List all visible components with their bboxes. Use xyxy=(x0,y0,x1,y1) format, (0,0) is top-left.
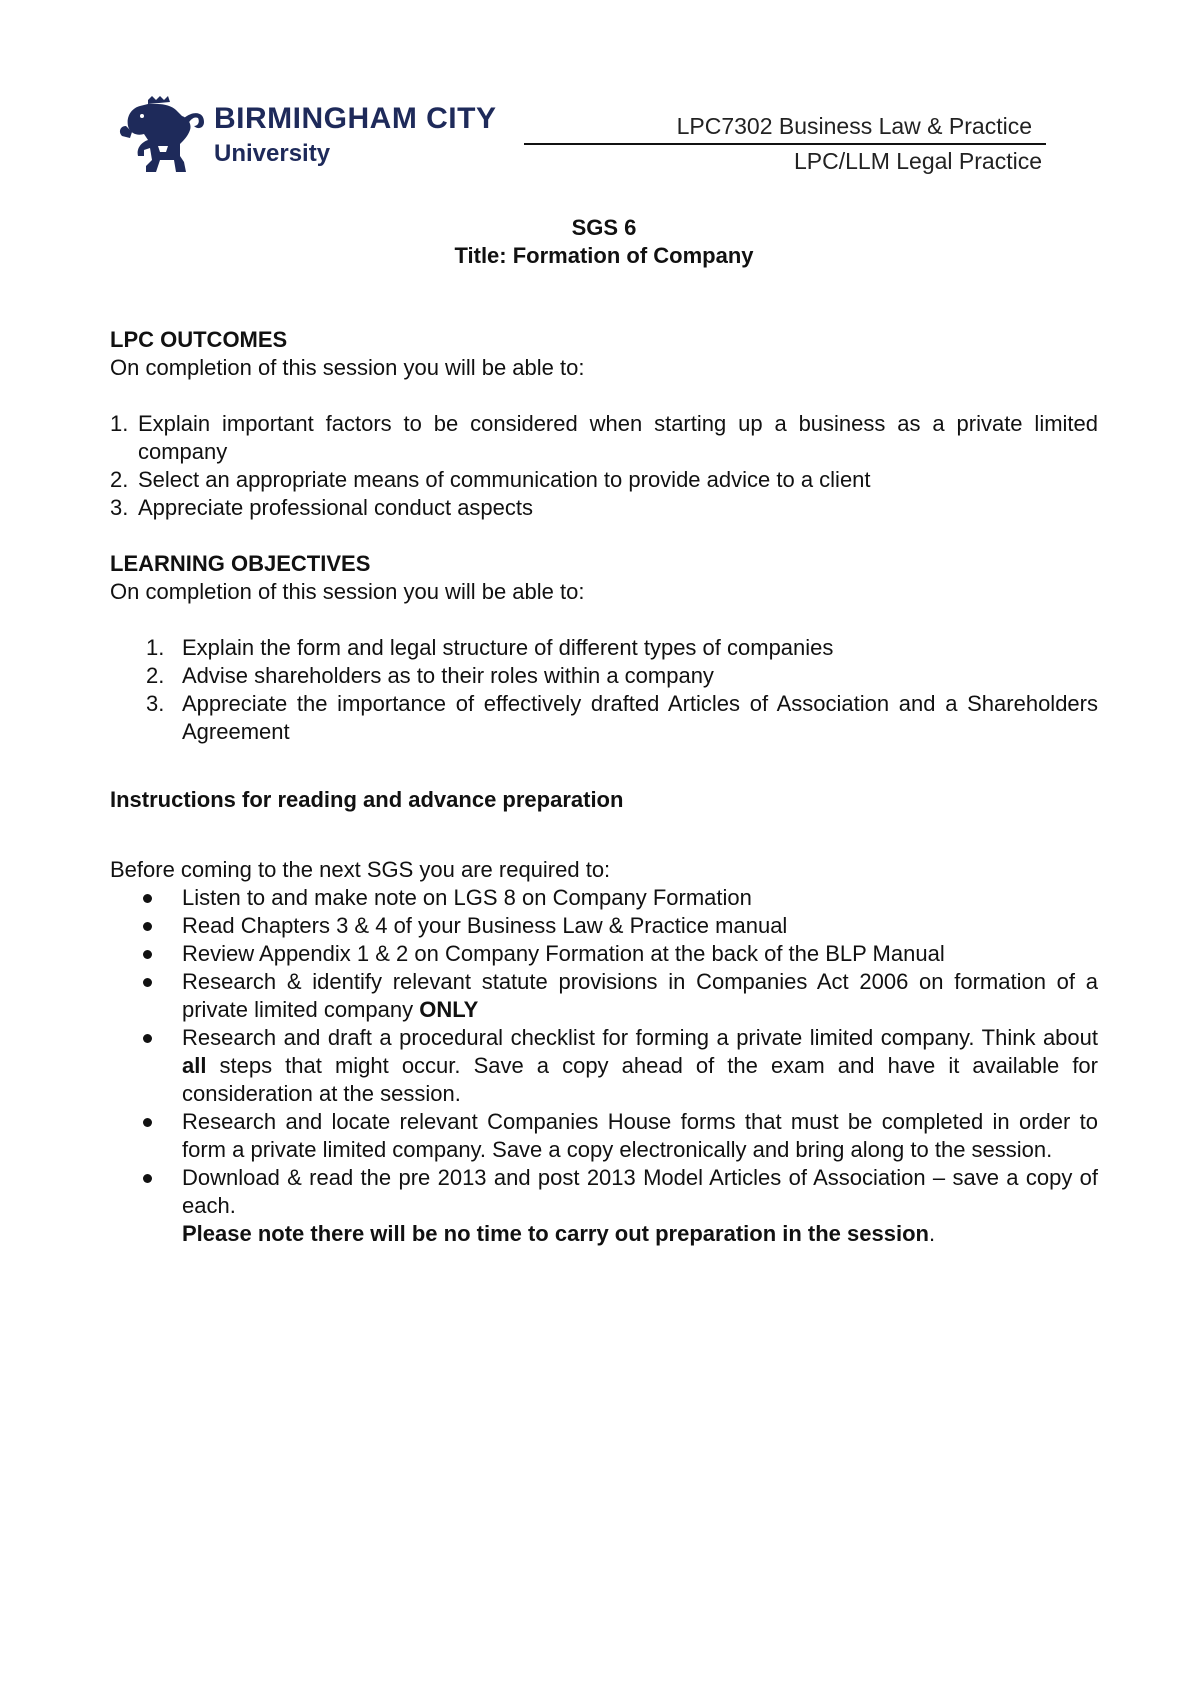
spacer xyxy=(110,746,1098,786)
session-title: Title: Formation of Company xyxy=(454,243,754,268)
list-number: 3. xyxy=(110,495,129,520)
objectives-intro: On completion of this session you will be able to: xyxy=(110,579,585,604)
list-number: 1. xyxy=(110,411,129,436)
lion-crest-icon xyxy=(118,96,208,176)
spacer xyxy=(110,814,1098,856)
list-item-text: Research and draft a procedural checklist for forming a private limited company. Think about xyxy=(182,1025,1098,1050)
list-item-text: Appreciate the importance of effectively drafted Articles of Association and a Shareholders Agreement xyxy=(182,691,1098,744)
session-number: SGS 6 xyxy=(571,215,637,240)
spacer xyxy=(110,382,1098,410)
preparation-note xyxy=(110,1220,1098,1248)
list-item-text: Research & identify relevant statute provisions in Companies Act 2006 on formation of a private limited company xyxy=(182,969,1098,1022)
list-item-text: Appreciate professional conduct aspects xyxy=(138,495,534,520)
spacer xyxy=(110,270,1098,326)
bullet-icon xyxy=(143,1034,152,1043)
bullet-icon xyxy=(143,1174,152,1183)
list-item-text: steps that might occur. Save a copy ahead of the exam and have it available for consideration at the session. xyxy=(182,1053,1098,1106)
list-item-text: Listen to and make note on LGS 8 on Company Formation xyxy=(182,885,752,910)
document-body xyxy=(110,214,1098,1248)
list-item xyxy=(110,410,1098,466)
list-item-text: Advise shareholders as to their roles within a company xyxy=(182,663,714,688)
emphasis-text: all xyxy=(182,1053,207,1078)
list-number: 3. xyxy=(146,691,165,716)
list-item xyxy=(110,494,1098,522)
emphasis-text: ONLY xyxy=(419,997,479,1022)
logo-wordmark-line2: University xyxy=(214,140,331,167)
list-item xyxy=(110,690,1098,746)
list-item-text: Research and locate relevant Companies House forms that must be completed in order to form a private limited company. Save a copy electronically and bring along to the session. xyxy=(182,1109,1098,1162)
spacer xyxy=(110,606,1098,634)
list-item xyxy=(110,1164,1098,1220)
bullet-icon xyxy=(143,978,152,987)
university-logo xyxy=(118,96,498,178)
objectives-list xyxy=(110,634,1098,746)
list-number: 2. xyxy=(146,663,165,688)
list-item xyxy=(110,912,1098,940)
list-item-text: Download & read the pre 2013 and post 2013 Model Articles of Association – save a copy of each. xyxy=(182,1165,1098,1218)
list-item xyxy=(110,884,1098,912)
list-item-text: Select an appropriate means of communication to provide advice to a client xyxy=(138,467,871,492)
bullet-icon xyxy=(143,950,152,959)
list-item xyxy=(110,940,1098,968)
outcomes-heading: LPC OUTCOMES xyxy=(110,327,288,352)
header-module-info xyxy=(520,112,1050,175)
instructions-list xyxy=(110,884,1098,1220)
list-item-text: Review Appendix 1 & 2 on Company Formation at the back of the BLP Manual xyxy=(182,941,945,966)
list-item xyxy=(110,968,1098,1024)
list-item xyxy=(110,634,1098,662)
bullet-icon xyxy=(143,894,152,903)
bullet-icon xyxy=(143,1118,152,1127)
outcomes-intro: On completion of this session you will be able to: xyxy=(110,355,585,380)
logo-wordmark-line1: BIRMINGHAM CITY xyxy=(214,102,497,135)
list-item-text: Explain the form and legal structure of different types of companies xyxy=(182,635,834,660)
note-bold-text: Please note there will be no time to carry out preparation in the session xyxy=(182,1221,929,1246)
list-item xyxy=(110,1024,1098,1108)
list-number: 2. xyxy=(110,467,129,492)
objectives-heading: LEARNING OBJECTIVES xyxy=(110,551,371,576)
list-item xyxy=(110,1108,1098,1164)
list-item xyxy=(110,662,1098,690)
list-number: 1. xyxy=(146,635,165,660)
spacer xyxy=(110,522,1098,550)
module-title: LPC7302 Business Law & Practice xyxy=(676,113,1032,139)
outcomes-list xyxy=(110,410,1098,522)
list-item-text: Read Chapters 3 & 4 of your Business Law & Practice manual xyxy=(182,913,788,938)
header-rule xyxy=(524,143,1046,145)
list-item-text: Explain important factors to be considered when starting up a business as a private limited company xyxy=(138,411,1098,464)
note-end-text: . xyxy=(928,1221,936,1246)
course-title: LPC/LLM Legal Practice xyxy=(793,148,1042,174)
bullet-icon xyxy=(143,922,152,931)
instructions-heading: Instructions for reading and advance preparation xyxy=(110,787,624,812)
instructions-intro: Before coming to the next SGS you are required to: xyxy=(110,857,611,882)
list-item xyxy=(110,466,1098,494)
